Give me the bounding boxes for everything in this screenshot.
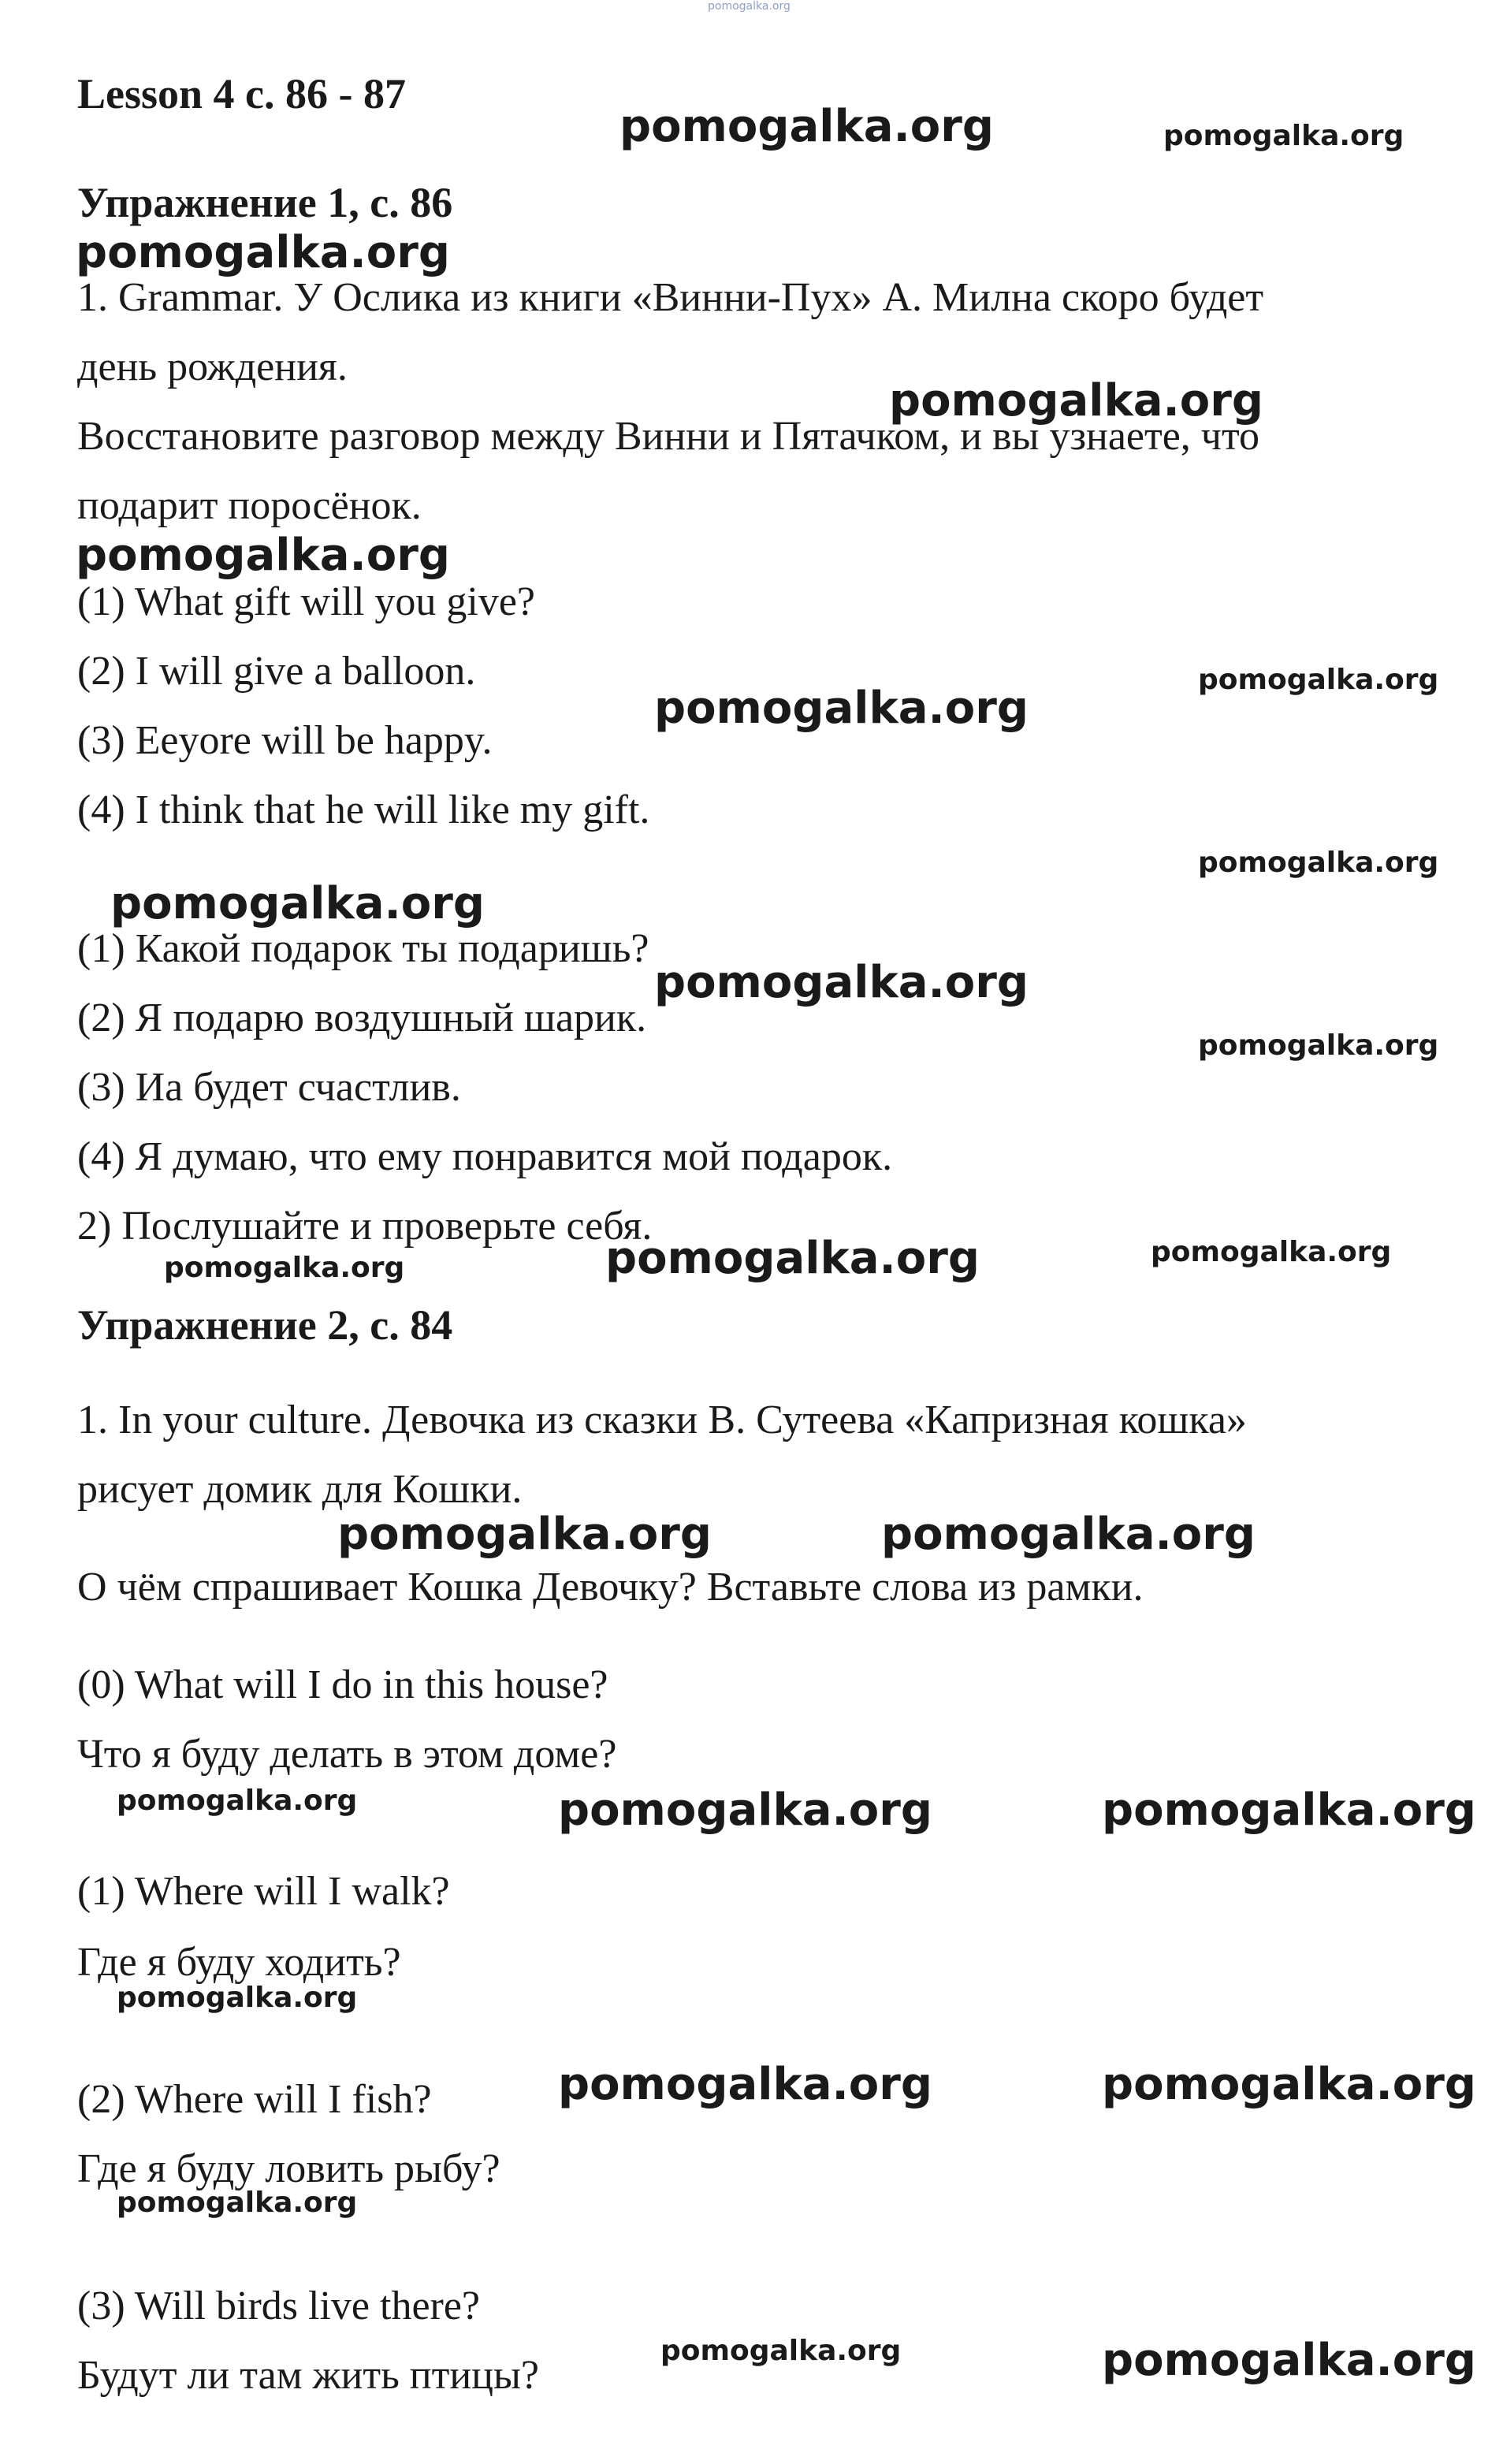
exercise1-en-3: (3) Eeyore will be happy.: [77, 718, 493, 763]
exercise2-item1-ru: Где я буду ходить?: [77, 1940, 401, 1985]
watermark: pomogalka.org: [337, 1509, 712, 1560]
watermark: pomogalka.org: [1102, 2335, 1476, 2386]
exercise1-task-line4: подарит поросёнок.: [77, 483, 422, 528]
watermark: pomogalka.org: [1102, 2059, 1476, 2110]
exercise1-task-line2: день рождения.: [77, 344, 348, 389]
exercise2-heading: Упражнение 2, с. 84: [77, 1301, 453, 1349]
watermark: pomogalka.org: [1151, 1236, 1392, 1268]
watermark: pomogalka.org: [660, 2335, 902, 2367]
watermark: pomogalka.org: [76, 530, 450, 581]
watermark: pomogalka.org: [889, 375, 1263, 426]
watermark: pomogalka.org: [1198, 1029, 1439, 1062]
exercise1-ru-4: (4) Я думаю, что ему понравится мой подарок.: [77, 1134, 893, 1179]
exercise2-task-line3: О чём спрашивает Кошка Девочку? Вставьте слова из рамки.: [77, 1565, 1144, 1610]
exercise2-item1-en: (1) Where will I walk?: [77, 1869, 450, 1914]
watermark: pomogalka.org: [558, 1785, 932, 1836]
exercise2-item3-en: (3) Will birds live there?: [77, 2283, 481, 2328]
watermark: pomogalka.org: [164, 1252, 405, 1284]
watermark: pomogalka.org: [1198, 664, 1439, 696]
exercise1-ru-1: (1) Какой подарок ты подаришь?: [77, 926, 649, 971]
exercise1-en-2: (2) I will give a balloon.: [77, 649, 476, 694]
watermark-top: pomogalka.org: [708, 0, 791, 13]
exercise1-listen: 2) Послушайте и проверьте себя.: [77, 1204, 653, 1249]
watermark: pomogalka.org: [881, 1509, 1256, 1560]
watermark: pomogalka.org: [1102, 1785, 1476, 1836]
watermark: pomogalka.org: [619, 101, 994, 152]
watermark: pomogalka.org: [1163, 120, 1404, 152]
exercise1-en-1: (1) What gift will you give?: [77, 579, 536, 624]
exercise2-item0-ru: Что я буду делать в этом доме?: [77, 1732, 617, 1777]
watermark: pomogalka.org: [558, 2059, 932, 2110]
watermark: pomogalka.org: [1198, 847, 1439, 879]
watermark: pomogalka.org: [110, 878, 485, 929]
exercise1-task-line1: 1. Grammar. У Ослика из книги «Винни-Пух» А. Милна скоро будет: [77, 275, 1264, 320]
watermark: pomogalka.org: [654, 957, 1029, 1008]
watermark: pomogalka.org: [117, 2187, 358, 2219]
exercise1-ru-3: (3) Иа будет счастлив.: [77, 1065, 461, 1110]
watermark: pomogalka.org: [76, 227, 450, 278]
exercise2-item2-ru: Где я буду ловить рыбу?: [77, 2146, 500, 2191]
exercise1-en-4: (4) I think that he will like my gift.: [77, 787, 650, 832]
lesson-title: Lesson 4 с. 86 - 87: [77, 70, 406, 117]
exercise2-item0-en: (0) What will I do in this house?: [77, 1662, 608, 1707]
exercise2-task-line1: 1. In your culture. Девочка из сказки В. Сутеева «Капризная кошка»: [77, 1398, 1247, 1442]
exercise2-item3-ru: Будут ли там жить птицы?: [77, 2353, 540, 2398]
exercise2-task-line2: рисует домик для Кошки.: [77, 1467, 523, 1512]
exercise1-ru-2: (2) Я подарю воздушный шарик.: [77, 996, 647, 1040]
watermark: pomogalka.org: [654, 683, 1029, 734]
watermark: pomogalka.org: [605, 1233, 980, 1284]
exercise1-task-line3: Восстановите разговор между Винни и Пятачком, и вы узнаете, что: [77, 414, 1260, 459]
exercise2-item2-en: (2) Where will I fish?: [77, 2077, 432, 2122]
exercise1-heading: Упражнение 1, с. 86: [77, 179, 453, 226]
watermark: pomogalka.org: [117, 1785, 358, 1817]
watermark: pomogalka.org: [117, 1982, 358, 2014]
